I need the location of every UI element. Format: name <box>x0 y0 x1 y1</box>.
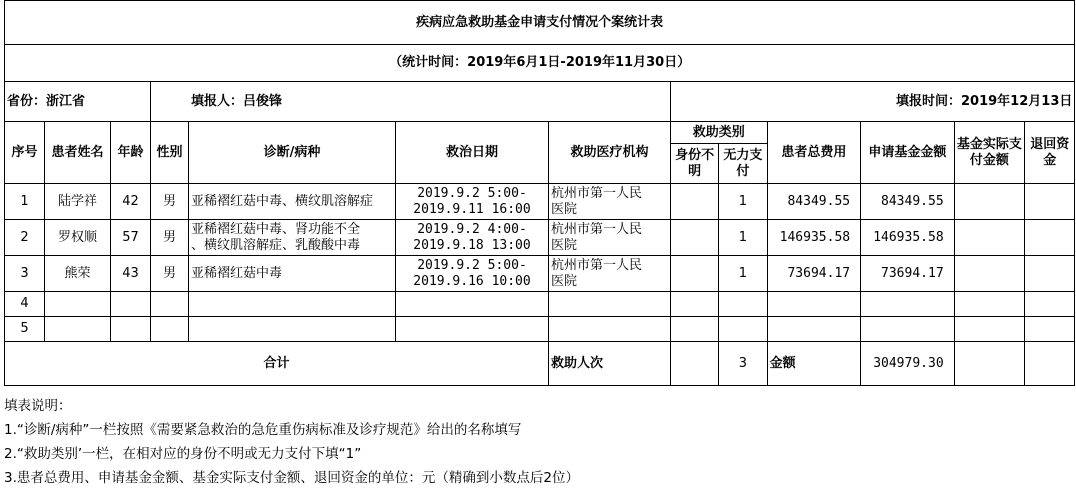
cell-empty[interactable] <box>45 317 111 342</box>
cell-apply-amount[interactable]: 146935.58 <box>861 220 955 256</box>
table-row <box>5 256 1075 292</box>
cell-unknown-id[interactable] <box>671 256 719 292</box>
cell-empty[interactable] <box>549 292 671 317</box>
cell-unable-pay[interactable]: 1 <box>719 220 767 256</box>
diagnosis-line: 、横纹肌溶解症、乳酸酸中毒 <box>191 237 361 253</box>
date-line: 2019.9.2 5:00- <box>417 257 527 273</box>
table-row <box>5 184 1075 220</box>
table-row <box>5 220 1075 256</box>
cell-total-cost[interactable]: 73694.17 <box>767 256 861 292</box>
cell-actual-paid[interactable] <box>954 220 1024 256</box>
table-row <box>5 317 1075 342</box>
cell-total-cost[interactable]: 146935.58 <box>767 220 861 256</box>
statistics-table <box>4 0 1075 386</box>
cell-refund[interactable] <box>1025 256 1075 292</box>
date-line: 2019.9.16 10:00 <box>413 273 531 289</box>
aid-count-label: 救助人次 <box>549 342 671 386</box>
cell-seq[interactable]: 2 <box>5 220 45 256</box>
cell-empty[interactable] <box>111 292 151 317</box>
header-actual-paid: 基金实际支付金额 <box>954 122 1024 184</box>
total-label: 合计 <box>5 342 549 386</box>
header-refund: 退回资金 <box>1025 122 1075 184</box>
cell-hospital[interactable] <box>549 220 671 256</box>
cell-hospital[interactable] <box>549 256 671 292</box>
cell-empty[interactable] <box>189 292 396 317</box>
header-hospital: 救助医疗机构 <box>549 122 671 184</box>
cell-date[interactable] <box>396 256 549 292</box>
cell-age[interactable]: 42 <box>111 184 151 220</box>
cell-seq[interactable]: 4 <box>5 292 45 317</box>
cell-seq[interactable]: 3 <box>5 256 45 292</box>
cell-empty[interactable] <box>1025 317 1075 342</box>
instructions-heading: 填表说明： <box>4 398 72 414</box>
amount-label: 金额 <box>767 342 861 386</box>
diagnosis-line: 亚稀褶红菇中毒、肾功能不全 <box>191 221 361 237</box>
fill-date: 填报时间：2019年12月13日 <box>671 82 1075 122</box>
cell-empty[interactable] <box>396 317 549 342</box>
cell-empty[interactable] <box>671 317 719 342</box>
cell-sex[interactable]: 男 <box>151 184 189 220</box>
cell-empty[interactable] <box>1025 342 1075 386</box>
filler: 填报人：吕俊锋 <box>151 82 671 122</box>
date-line: 2019.9.2 4:00- <box>417 221 527 237</box>
hospital-line: 医院 <box>551 273 578 289</box>
header-age: 年龄 <box>111 122 151 184</box>
cell-age[interactable]: 43 <box>111 256 151 292</box>
cell-seq[interactable]: 5 <box>5 317 45 342</box>
cell-apply-amount[interactable]: 73694.17 <box>861 256 955 292</box>
cell-date[interactable] <box>396 184 549 220</box>
header-sex: 性别 <box>151 122 189 184</box>
cell-age[interactable]: 57 <box>111 220 151 256</box>
cell-actual-paid[interactable] <box>954 256 1024 292</box>
instruction-line: 3.患者总费用、申请基金金额、基金实际支付金额、退回资金的单位：元（精确到小数点后2位） <box>4 470 579 486</box>
cell-empty[interactable] <box>1025 292 1075 317</box>
header-name: 患者姓名 <box>45 122 111 184</box>
cell-name[interactable]: 罗权顺 <box>45 220 111 256</box>
date-line: 2019.9.18 13:00 <box>413 237 531 253</box>
cell-unknown-id[interactable] <box>671 220 719 256</box>
header-seq: 序号 <box>5 122 45 184</box>
cell-unable-pay[interactable]: 1 <box>719 184 767 220</box>
aid-count[interactable]: 3 <box>719 342 767 386</box>
header-unable-pay: 无力支付 <box>719 144 767 184</box>
cell-name[interactable]: 熊荣 <box>45 256 111 292</box>
cell-empty[interactable] <box>719 317 767 342</box>
cell-empty[interactable] <box>767 292 861 317</box>
date-line: 2019.9.2 5:00- <box>417 185 527 201</box>
cell-empty[interactable] <box>396 292 549 317</box>
cell-actual-paid[interactable] <box>954 184 1024 220</box>
summary-row <box>5 342 1075 386</box>
cell-total-cost[interactable]: 84349.55 <box>767 184 861 220</box>
diagnosis-line: 亚稀褶红菇中毒 <box>191 265 283 281</box>
cell-empty[interactable] <box>671 342 719 386</box>
hospital-line: 杭州市第一人民 <box>551 257 643 273</box>
header-apply-amount: 申请基金金额 <box>861 122 955 184</box>
cell-empty[interactable] <box>111 317 151 342</box>
cell-empty[interactable] <box>954 342 1024 386</box>
cell-empty[interactable] <box>549 317 671 342</box>
amount-total[interactable]: 304979.30 <box>861 342 955 386</box>
cell-date[interactable] <box>396 220 549 256</box>
cell-empty[interactable] <box>45 292 111 317</box>
instruction-line: 1.“诊断/病种”一栏按照《需要紧急救治的急危重伤病标准及诊疗规范》给出的名称填写 <box>4 422 522 438</box>
date-line: 2019.9.11 16:00 <box>413 201 531 217</box>
cell-empty[interactable] <box>767 317 861 342</box>
cell-empty[interactable] <box>151 292 189 317</box>
cell-refund[interactable] <box>1025 220 1075 256</box>
instruction-line: 2.“救助类别’一栏，在相对应的身份不明或无力支付下填“1” <box>4 446 362 462</box>
cell-empty[interactable] <box>861 317 955 342</box>
cell-empty[interactable] <box>861 292 955 317</box>
diagnosis-line: 亚稀褶红菇中毒、横纹肌溶解症 <box>191 193 374 209</box>
cell-hospital[interactable] <box>549 184 671 220</box>
statistics-period: （统计时间：2019年6月1日-2019年11月30日） <box>5 45 1075 82</box>
cell-unknown-id[interactable] <box>671 184 719 220</box>
cell-diagnosis[interactable] <box>189 220 396 256</box>
cell-unable-pay[interactable]: 1 <box>719 256 767 292</box>
cell-empty[interactable] <box>671 292 719 317</box>
table-title: 疾病应急救助基金申请支付情况个案统计表 <box>5 1 1075 45</box>
header-unknown-id: 身份不明 <box>671 144 719 184</box>
header-date: 救治日期 <box>396 122 549 184</box>
header-diagnosis: 诊断/病种 <box>189 122 396 184</box>
hospital-line: 杭州市第一人民 <box>551 221 643 237</box>
cell-diagnosis[interactable] <box>189 184 396 220</box>
cell-apply-amount[interactable]: 84349.55 <box>861 184 955 220</box>
cell-diagnosis[interactable] <box>189 256 396 292</box>
cell-seq[interactable]: 1 <box>5 184 45 220</box>
fill-instructions <box>4 394 1004 490</box>
header-total-cost: 患者总费用 <box>767 122 861 184</box>
hospital-line: 医院 <box>551 201 578 217</box>
cell-refund[interactable] <box>1025 184 1075 220</box>
province: 省份：浙江省 <box>5 82 151 122</box>
cell-sex[interactable]: 男 <box>151 256 189 292</box>
cell-empty[interactable] <box>954 292 1024 317</box>
header-aid-type: 救助类别 <box>671 122 768 144</box>
table-row <box>5 292 1075 317</box>
cell-empty[interactable] <box>151 317 189 342</box>
cell-empty[interactable] <box>719 292 767 317</box>
cell-empty[interactable] <box>954 317 1024 342</box>
hospital-line: 杭州市第一人民 <box>551 185 643 201</box>
hospital-line: 医院 <box>551 237 578 253</box>
cell-sex[interactable]: 男 <box>151 220 189 256</box>
cell-name[interactable]: 陆学祥 <box>45 184 111 220</box>
cell-empty[interactable] <box>189 317 396 342</box>
